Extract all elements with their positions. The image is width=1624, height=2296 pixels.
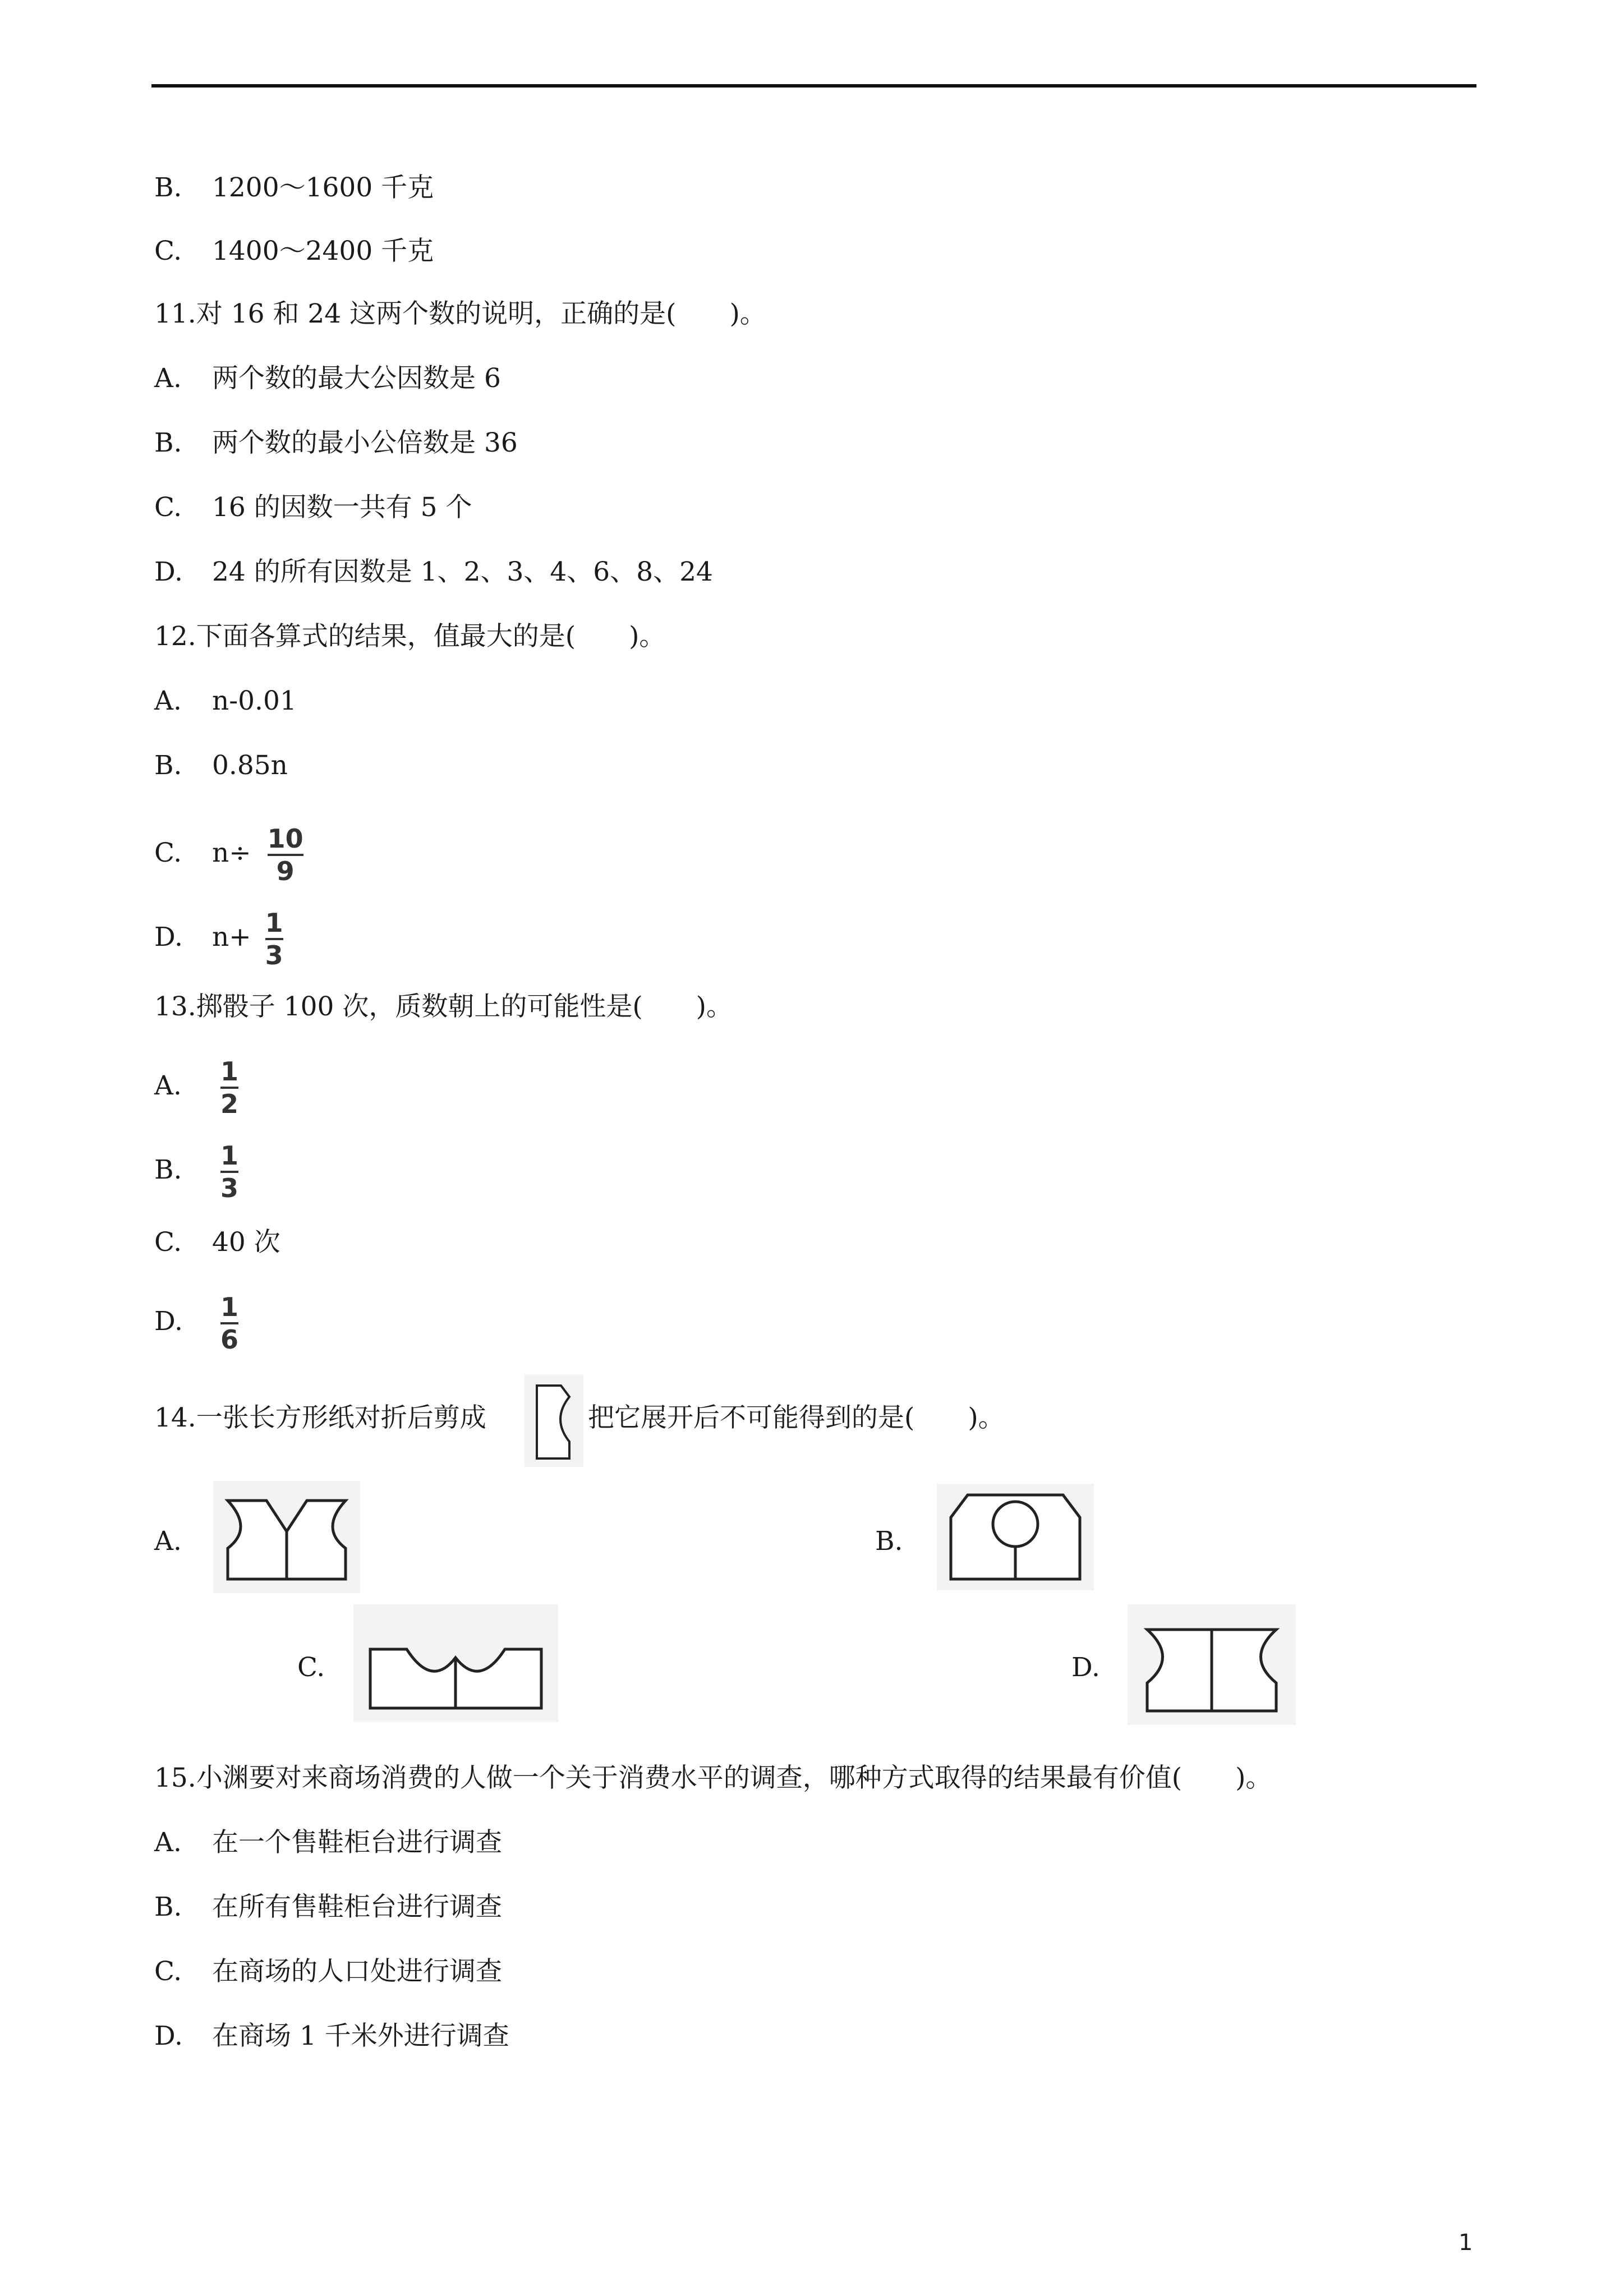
option-label: D. <box>1071 1652 1100 1683</box>
option-text: 1200～1600 千克 <box>212 172 434 203</box>
q13-option-b[interactable] <box>154 1142 238 1202</box>
option-label: A. <box>154 1526 182 1557</box>
option-text: 在一个售鞋柜台进行调查 <box>212 1827 502 1858</box>
option-text: 40 次 <box>212 1227 280 1258</box>
q14-option-d-label[interactable] <box>1071 1651 1100 1685</box>
option-text: 两个数的最小公倍数是 36 <box>212 427 518 458</box>
q12-option-a[interactable] <box>154 684 297 718</box>
option-label: A. <box>154 1827 182 1858</box>
question-text: 12.下面各算式的结果，值最大的是( <box>154 621 576 652</box>
q11-option-a[interactable] <box>154 362 501 395</box>
fraction-denominator: 9 <box>276 856 295 886</box>
question-text: 把它展开后不可能得到的是( <box>588 1402 915 1433</box>
option-label: C. <box>154 838 182 868</box>
q14-option-a-label[interactable] <box>154 1525 182 1558</box>
fraction <box>265 909 283 969</box>
fraction <box>220 1057 238 1118</box>
fraction-numerator: 1 <box>220 1056 238 1087</box>
option-text: 在商场 1 千米外进行调查 <box>212 2021 509 2051</box>
q14-option-b-label[interactable] <box>875 1525 903 1558</box>
fraction <box>220 1293 238 1354</box>
option-label: C. <box>154 1227 182 1258</box>
question-text: 13.掷骰子 100 次，质数朝上的可能性是( <box>154 991 643 1022</box>
option-label: C. <box>154 1956 182 1987</box>
option-label: B. <box>154 427 182 458</box>
fraction-denominator: 6 <box>220 1324 238 1355</box>
q14-stem <box>154 1401 486 1435</box>
folded-cut-paper-figure <box>525 1374 583 1467</box>
header-rule <box>151 84 1476 88</box>
option-label: B. <box>154 1892 182 1922</box>
q12-option-b[interactable] <box>154 749 288 783</box>
option-label: A. <box>154 363 182 394</box>
question-text-end: )。 <box>729 298 766 329</box>
fraction <box>220 1142 238 1202</box>
question-text: 15.小渊要对来商场消费的人做一个关于消费水平的调查，哪种方式取得的结果最有价值( <box>154 1763 1183 1793</box>
page-number: 1 <box>1459 2230 1473 2256</box>
question-text: 14.一张长方形纸对折后剪成 <box>154 1402 486 1433</box>
q12-option-d[interactable] <box>154 909 283 969</box>
option-label: D. <box>154 2021 183 2051</box>
option-label: D. <box>154 922 183 953</box>
q15-option-d[interactable] <box>154 2019 509 2053</box>
option-d-shape[interactable] <box>1128 1604 1296 1725</box>
option-label: D. <box>154 1306 183 1337</box>
option-label: B. <box>154 750 182 781</box>
fraction-numerator: 1 <box>220 1140 238 1171</box>
fraction-numerator: 10 <box>267 823 303 854</box>
q13-option-c[interactable] <box>154 1226 280 1259</box>
q14-option-c-label[interactable] <box>297 1651 325 1685</box>
option-text: n÷ <box>212 838 251 868</box>
q15-option-c[interactable] <box>154 1955 502 1989</box>
option-a-shape[interactable] <box>213 1481 360 1593</box>
q14-stem-cont <box>588 1401 1005 1435</box>
option-label: A. <box>154 1070 182 1101</box>
q15-option-b[interactable] <box>154 1890 502 1924</box>
option-label: D. <box>154 556 183 587</box>
option-text: 两个数的最大公因数是 6 <box>212 363 501 394</box>
option-text: 在商场的人口处进行调查 <box>212 1956 502 1987</box>
option-label: A. <box>154 685 182 716</box>
option-b-shape[interactable] <box>937 1484 1094 1590</box>
option-label: B. <box>875 1526 903 1557</box>
question-text-end: )。 <box>968 1402 1005 1433</box>
q11-stem <box>154 297 766 331</box>
question-text-end: )。 <box>696 991 733 1022</box>
q12-option-c[interactable] <box>154 825 303 885</box>
q15-stem <box>154 1761 1272 1795</box>
option-text: 1400～2400 千克 <box>212 236 434 266</box>
q10-option-c[interactable] <box>154 234 434 268</box>
option-text: 24 的所有因数是 1、2、3、4、6、8、24 <box>212 556 713 587</box>
q13-option-d[interactable] <box>154 1293 238 1354</box>
option-c-shape[interactable] <box>353 1604 558 1722</box>
q13-option-a[interactable] <box>154 1057 238 1118</box>
q12-stem <box>154 620 665 654</box>
fraction <box>268 825 303 885</box>
q15-option-a[interactable] <box>154 1826 502 1860</box>
q13-stem <box>154 990 733 1024</box>
option-text: n-0.01 <box>212 685 297 716</box>
option-text: 0.85n <box>212 750 288 781</box>
option-label: C. <box>154 236 182 266</box>
option-text: n+ <box>212 922 251 953</box>
option-text: 在所有售鞋柜台进行调查 <box>212 1892 502 1922</box>
fraction-denominator: 3 <box>265 940 283 970</box>
fraction-denominator: 2 <box>220 1089 238 1119</box>
fraction-numerator: 1 <box>220 1292 238 1322</box>
q10-option-b[interactable] <box>154 171 434 205</box>
fraction-denominator: 3 <box>220 1173 238 1203</box>
fraction-numerator: 1 <box>265 908 283 938</box>
option-label: C. <box>297 1652 325 1683</box>
question-text: 11.对 16 和 24 这两个数的说明，正确的是( <box>154 298 677 329</box>
option-text: 16 的因数一共有 5 个 <box>212 492 472 523</box>
question-text-end: )。 <box>1235 1763 1272 1793</box>
option-label: B. <box>154 172 182 203</box>
option-label: B. <box>154 1154 182 1185</box>
option-label: C. <box>154 492 182 523</box>
question-text-end: )。 <box>629 621 666 652</box>
q11-option-c[interactable] <box>154 491 472 524</box>
q11-option-d[interactable] <box>154 555 713 589</box>
q11-option-b[interactable] <box>154 426 518 460</box>
